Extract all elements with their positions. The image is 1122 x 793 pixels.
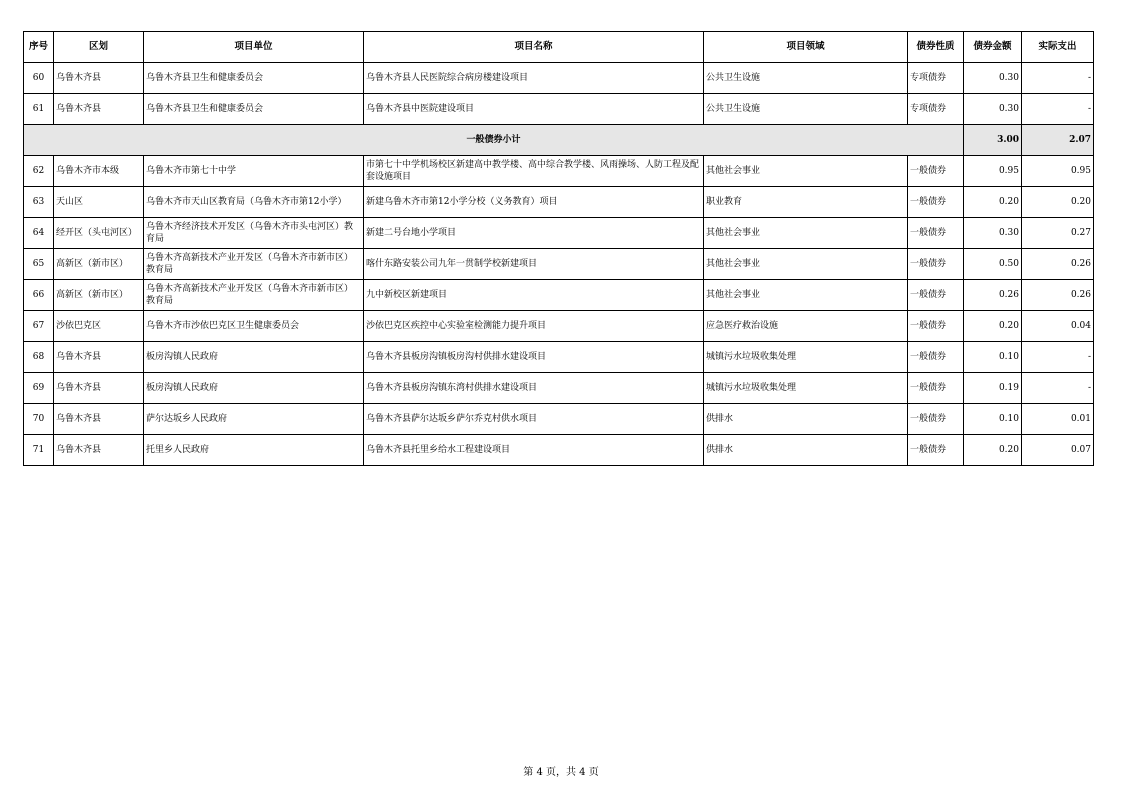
row-amount: 0.20 xyxy=(964,435,1022,466)
row-region: 乌鲁木齐县 xyxy=(54,94,144,125)
header-amount: 债券金额 xyxy=(964,32,1022,63)
table-header-row xyxy=(24,32,1094,63)
row-field: 城镇污水垃圾收集处理 xyxy=(704,342,908,373)
row-nature: 一般债券 xyxy=(908,404,964,435)
row-spent: 0.27 xyxy=(1022,218,1094,249)
row-unit: 托里乡人民政府 xyxy=(144,435,364,466)
table-row xyxy=(24,435,1094,466)
row-no: 66 xyxy=(24,280,54,311)
row-amount: 0.30 xyxy=(964,63,1022,94)
row-no: 60 xyxy=(24,63,54,94)
table-row xyxy=(24,342,1094,373)
table-row xyxy=(24,311,1094,342)
row-no: 70 xyxy=(24,404,54,435)
row-spent: 0.20 xyxy=(1022,187,1094,218)
row-project: 乌鲁木齐县萨尔达坂乡萨尔乔克村供水项目 xyxy=(364,404,704,435)
row-unit: 乌鲁木齐市第七十中学 xyxy=(144,156,364,187)
row-region: 乌鲁木齐县 xyxy=(54,373,144,404)
row-project: 沙依巴克区疾控中心实验室检测能力提升项目 xyxy=(364,311,704,342)
row-spent: - xyxy=(1022,373,1094,404)
table-body-bottom xyxy=(24,156,1094,466)
row-field: 应急医疗救治设施 xyxy=(704,311,908,342)
row-field: 城镇污水垃圾收集处理 xyxy=(704,373,908,404)
row-region: 乌鲁木齐县 xyxy=(54,404,144,435)
row-unit: 乌鲁木齐县卫生和健康委员会 xyxy=(144,63,364,94)
subtotal-amount: 3.00 xyxy=(964,125,1022,156)
row-no: 71 xyxy=(24,435,54,466)
row-nature: 专项债券 xyxy=(908,94,964,125)
row-unit: 板房沟镇人民政府 xyxy=(144,342,364,373)
row-unit: 萨尔达坂乡人民政府 xyxy=(144,404,364,435)
row-unit: 乌鲁木齐市天山区教育局（乌鲁木齐市第12小学） xyxy=(144,187,364,218)
row-unit: 板房沟镇人民政府 xyxy=(144,373,364,404)
row-project: 新建二号台地小学项目 xyxy=(364,218,704,249)
row-no: 63 xyxy=(24,187,54,218)
row-unit: 乌鲁木齐经济技术开发区（乌鲁木齐市头屯河区）教育局 xyxy=(144,218,364,249)
row-region: 经开区（头屯河区） xyxy=(54,218,144,249)
header-unit: 项目单位 xyxy=(144,32,364,63)
row-region: 天山区 xyxy=(54,187,144,218)
table-row xyxy=(24,218,1094,249)
row-no: 68 xyxy=(24,342,54,373)
row-field: 供排水 xyxy=(704,435,908,466)
header-nature: 债券性质 xyxy=(908,32,964,63)
header-no: 序号 xyxy=(24,32,54,63)
row-amount: 0.20 xyxy=(964,187,1022,218)
header-region: 区划 xyxy=(54,32,144,63)
row-spent: 0.26 xyxy=(1022,280,1094,311)
row-amount: 0.30 xyxy=(964,94,1022,125)
row-region: 乌鲁木齐县 xyxy=(54,342,144,373)
row-no: 65 xyxy=(24,249,54,280)
row-no: 61 xyxy=(24,94,54,125)
row-amount: 0.10 xyxy=(964,342,1022,373)
row-region: 乌鲁木齐县 xyxy=(54,63,144,94)
row-spent: 0.26 xyxy=(1022,249,1094,280)
table-row xyxy=(24,187,1094,218)
row-nature: 一般债券 xyxy=(908,156,964,187)
table-row xyxy=(24,249,1094,280)
row-region: 高新区（新市区） xyxy=(54,249,144,280)
subtotal-row xyxy=(24,125,1094,156)
row-region: 乌鲁木齐市本级 xyxy=(54,156,144,187)
table-row xyxy=(24,373,1094,404)
row-nature: 专项债券 xyxy=(908,63,964,94)
row-spent: 0.07 xyxy=(1022,435,1094,466)
row-project: 市第七十中学机场校区新建高中教学楼、高中综合教学楼、风雨操场、人防工程及配套设施项目 xyxy=(364,156,704,187)
row-spent: - xyxy=(1022,63,1094,94)
row-nature: 一般债券 xyxy=(908,249,964,280)
row-amount: 0.20 xyxy=(964,311,1022,342)
row-nature: 一般债券 xyxy=(908,435,964,466)
row-project: 乌鲁木齐县人民医院综合病房楼建设项目 xyxy=(364,63,704,94)
row-project: 乌鲁木齐县中医院建设项目 xyxy=(364,94,704,125)
row-nature: 一般债券 xyxy=(908,187,964,218)
row-field: 其他社会事业 xyxy=(704,156,908,187)
subtotal-spent: 2.07 xyxy=(1022,125,1094,156)
header-spent: 实际支出 xyxy=(1022,32,1094,63)
subtotal-body xyxy=(24,125,1094,156)
page-footer: 第 4 页，共 4 页 xyxy=(523,767,599,778)
row-field: 其他社会事业 xyxy=(704,249,908,280)
row-project: 九中新校区新建项目 xyxy=(364,280,704,311)
row-field: 供排水 xyxy=(704,404,908,435)
table-body-top xyxy=(24,63,1094,125)
row-field: 职业教育 xyxy=(704,187,908,218)
row-no: 62 xyxy=(24,156,54,187)
row-unit: 乌鲁木齐高新技术产业开发区（乌鲁木齐市新市区）教育局 xyxy=(144,249,364,280)
row-spent: 0.04 xyxy=(1022,311,1094,342)
row-no: 67 xyxy=(24,311,54,342)
table-row xyxy=(24,63,1094,94)
row-amount: 0.95 xyxy=(964,156,1022,187)
row-nature: 一般债券 xyxy=(908,311,964,342)
table-row xyxy=(24,94,1094,125)
row-unit: 乌鲁木齐市沙依巴克区卫生健康委员会 xyxy=(144,311,364,342)
row-project: 新建乌鲁木齐市第12小学分校（义务教育）项目 xyxy=(364,187,704,218)
header-field: 项目领域 xyxy=(704,32,908,63)
row-amount: 0.10 xyxy=(964,404,1022,435)
bond-table xyxy=(23,31,1094,466)
row-region: 高新区（新市区） xyxy=(54,280,144,311)
row-unit: 乌鲁木齐高新技术产业开发区（乌鲁木齐市新市区）教育局 xyxy=(144,280,364,311)
row-spent: - xyxy=(1022,94,1094,125)
row-project: 乌鲁木齐县板房沟镇东湾村供排水建设项目 xyxy=(364,373,704,404)
row-amount: 0.19 xyxy=(964,373,1022,404)
row-region: 乌鲁木齐县 xyxy=(54,435,144,466)
row-amount: 0.50 xyxy=(964,249,1022,280)
row-project: 喀什东路安装公司九年一贯制学校新建项目 xyxy=(364,249,704,280)
row-field: 其他社会事业 xyxy=(704,280,908,311)
row-nature: 一般债券 xyxy=(908,280,964,311)
row-no: 64 xyxy=(24,218,54,249)
row-unit: 乌鲁木齐县卫生和健康委员会 xyxy=(144,94,364,125)
table-row xyxy=(24,156,1094,187)
row-field: 其他社会事业 xyxy=(704,218,908,249)
row-nature: 一般债券 xyxy=(908,373,964,404)
row-project: 乌鲁木齐县板房沟镇板房沟村供排水建设项目 xyxy=(364,342,704,373)
table-row xyxy=(24,280,1094,311)
header-project: 项目名称 xyxy=(364,32,704,63)
subtotal-label: 一般债券小计 xyxy=(24,125,964,156)
row-amount: 0.26 xyxy=(964,280,1022,311)
row-field: 公共卫生设施 xyxy=(704,94,908,125)
row-spent: - xyxy=(1022,342,1094,373)
row-region: 沙依巴克区 xyxy=(54,311,144,342)
row-spent: 0.95 xyxy=(1022,156,1094,187)
row-field: 公共卫生设施 xyxy=(704,63,908,94)
row-no: 69 xyxy=(24,373,54,404)
row-nature: 一般债券 xyxy=(908,218,964,249)
row-nature: 一般债券 xyxy=(908,342,964,373)
row-amount: 0.30 xyxy=(964,218,1022,249)
table-row xyxy=(24,404,1094,435)
row-spent: 0.01 xyxy=(1022,404,1094,435)
row-project: 乌鲁木齐县托里乡给水工程建设项目 xyxy=(364,435,704,466)
